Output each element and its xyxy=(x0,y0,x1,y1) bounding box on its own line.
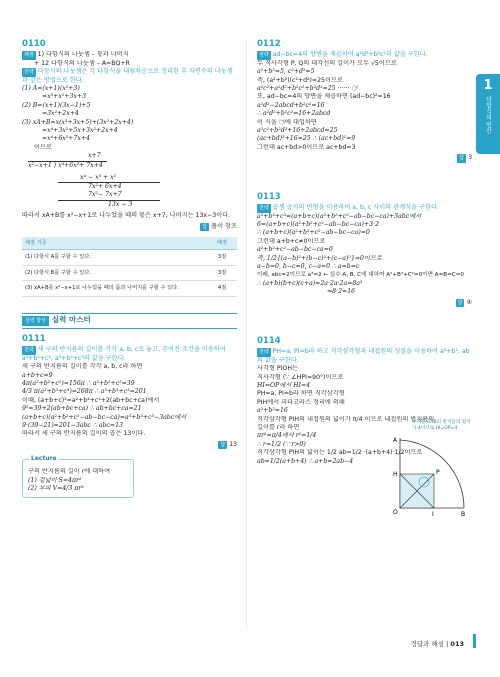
solution-line: 따라서 세 구의 반지름의 길이의 곱은 13이다. xyxy=(22,430,146,438)
tag-label: 채점 xyxy=(24,52,34,59)
strategy-tag: 전략 xyxy=(24,347,34,354)
solution-line: (2) B=(x+1)(3x−1)+5 xyxy=(22,101,91,109)
strategy-tag: 전략 xyxy=(259,52,269,59)
solution-line: ∴ (a+b)(b+c)(c+a)=2a·2a·2a=8a³ xyxy=(257,279,363,287)
table-cell: (3) xA+B를 x²−x+1로 나누었을 때의 몫과 나머지를 구할 수 있다. xyxy=(22,281,207,296)
solution-line: =x⁴+6x²+7x+4 xyxy=(42,135,90,143)
strategy-text: 곱셈 공식의 변형을 이용하여 a, b, c 사이의 관계식을 구한다. xyxy=(272,204,439,212)
solution-line: 즉, (a²+b²)(c²+d²)=25이므로 xyxy=(257,76,343,84)
problem-number: 0112 xyxy=(257,39,281,49)
solution-line: a−b=0, b−c=0, c−a=0 ∴ a=b=c xyxy=(257,262,360,270)
problem-number: 0110 xyxy=(22,39,46,49)
solution-line: 1) 다항식의 나눗셈 – 몫과 나머지 xyxy=(37,51,129,59)
table-header: 채점 기준 xyxy=(22,237,207,250)
solution-line: a+b+c=9 xyxy=(22,371,53,379)
solution-line: + 12 다항식의 나눗셈 – A=BQ+R xyxy=(34,59,130,67)
division-line: x²−x+1 ) x⁴+6x²+ 7x+4 xyxy=(28,161,107,170)
solution-line: ∴ r=1/2 (∵ r>0) xyxy=(257,440,306,448)
problem-number: 0114 xyxy=(257,335,281,346)
solution-line: (3) xA+B=x(x³+3x+5)+(3x²+2x+4) xyxy=(22,118,134,126)
solution-line: 9·(39−21)=201−3abc ∴ abc=13 xyxy=(22,422,123,430)
solution-line: (1) A=(x+1)(x²+3) xyxy=(22,85,80,93)
solution-line: a²+b²=5, c²+d²=5 xyxy=(257,68,315,76)
solution-line: 이 식을 ㉠에 대입하면 xyxy=(257,118,317,126)
label-i: I xyxy=(432,511,434,518)
solution-line: ab=1/2(a+b+4) ∴ a+b=2ab−4 xyxy=(257,457,354,465)
solution-line: (a+b+c)(a²+b²+c²−ab−bc−ca)=a³+b³+c³−3abc에서 xyxy=(22,413,187,421)
sector-figure xyxy=(392,434,468,518)
strategy-text: PH=a, PI=b라 하고 직각삼각형과 내접원의 성질을 이용하여 a²+b², ab의 값을 구한다. xyxy=(257,348,470,364)
chapter-label: 다항식의 연산 xyxy=(484,96,492,134)
solution-line: (ac+bd)²+16=25 ∴ (ac+bd)²=9 xyxy=(257,135,356,143)
solution-line: 세 구의 반지름의 길이를 각각 a, b, c라 하면 xyxy=(22,363,143,371)
solution-line: =x⁴+3x²+5x+3x²+2x+4 xyxy=(42,127,118,135)
footer-label: 정답과 해설 xyxy=(410,640,445,648)
figure-note: 부채꼴 OAB의 반지름의 길이가 4이므로 HI=OP=4 xyxy=(412,420,471,431)
answer: 3 xyxy=(468,154,472,162)
solution-line: ∴ (a+b+c)(a²+b²+c²−ab−bc−ca)=0 xyxy=(257,229,370,237)
section-banner xyxy=(22,313,237,329)
strategy-tag: 전략 xyxy=(259,205,269,212)
solution-line: =x³+x²+3x+3 xyxy=(42,93,87,101)
banner-tag: 실력 향상 xyxy=(22,316,49,326)
table-header: 배점 xyxy=(207,237,237,250)
solution-line: HI=OP에서 HI=4 xyxy=(257,382,311,389)
long-division xyxy=(22,152,237,209)
division-remainder: 13x − 3 xyxy=(108,200,133,208)
solution-line: a²+b²+c²−ab−bc−ca=0 xyxy=(257,246,333,254)
label-b: B xyxy=(461,511,466,518)
strategy-text: 다항식의 나눗셈은 각 다항식을 내림차순으로 정리한 후 자연수의 나눗셈과 같은 방법으로 한다. xyxy=(22,68,233,84)
solution-line: 그런데 ac+bd>0이므로 ac+bd=3 xyxy=(257,143,356,151)
banner-title: 실력 마스터 xyxy=(51,314,91,324)
solution-line: 직사각형 (∵ ∠HPI=90°)이므로 xyxy=(257,373,344,381)
solution-line: 6=(a+b+c)(a²+b²+c²−ab−bc−ca)+3·2 xyxy=(257,220,379,228)
solution-line: a²d²−2abcd+b²c²=16 xyxy=(257,101,325,109)
lecture-line: 구의 반지름의 길이 r에 대하여 xyxy=(28,468,111,476)
solution-line: 4/3 π(a³+b³+c³)=268π ∴ a³+b³+c³=201 xyxy=(22,388,147,396)
chapter-tab[interactable] xyxy=(476,74,500,154)
solution-line: 9²=39+2(ab+bc+ca) ∴ ab+bc+ca=21 xyxy=(22,405,142,413)
solution-line: ∴ a²d²+b²c²=16+2abcd xyxy=(257,110,331,118)
page-footer: 정답과 해설 | 013 xyxy=(410,640,464,648)
conclusion: 따라서 xA+B를 x²−x+1로 나누었을 때의 몫은 x+7, 나머지는 13x−3이다. xyxy=(22,212,231,220)
table-cell: 3점 xyxy=(207,265,237,280)
solution-line: a²c²+a²d²+b²c²+b²d²=25 ······ ㉠ xyxy=(257,85,358,93)
label-a: A xyxy=(393,437,398,444)
lecture-line: (1) 겉넓이 S=4πr² xyxy=(28,476,82,484)
chapter-number: 1 xyxy=(483,78,493,93)
answer-mark-icon: 답 xyxy=(220,441,226,448)
solution-line: πr²=π/4에서 r²=1/4 xyxy=(257,432,317,440)
solution-line: 이때, (a+b+c)²=a²+b²+c²+2(ab+bc+ca)에서 xyxy=(22,396,160,404)
label-o: O xyxy=(393,509,398,516)
strategy-text: ad−bc=4의 양변을 제곱하여 a²d²+b²c²의 값을 구한다. xyxy=(272,51,428,59)
division-line: 7x²− 7x+7 xyxy=(58,191,160,200)
division-line: x⁴ − x³ + x² xyxy=(58,174,160,183)
strategy-tag: 전략 xyxy=(259,349,269,356)
solution-line: 이때, abc=2이므로 a³=2 ← 실수 A, B, C에 대하여 A²+B²+C²=0이면 A=B=C=0 xyxy=(257,272,464,279)
solution-line: 4π(a²+b²+c²)=156π ∴ a²+b²+c²=39 xyxy=(22,380,135,387)
lecture-box xyxy=(22,455,134,498)
solution-line: 길이를 r라 하면 xyxy=(257,424,300,432)
table-cell: 3점 xyxy=(207,250,237,265)
strategy-text: 세 구의 반지름의 길이를 각각 a, b, c로 놓고, 주어진 조건을 이용하여 a²+b²+c², a³+b³+c³의 값을 구한다. xyxy=(22,346,226,362)
column-divider xyxy=(246,40,247,630)
answer: 13 xyxy=(229,440,237,448)
division-quotient: x+7 xyxy=(88,152,101,160)
solution-line: 사각형 PIOH는 xyxy=(257,365,298,373)
lecture-line: (2) 부피 V=4/3 πr³ xyxy=(28,485,84,493)
solution-line: 즉, 1/2{(a−b)²+(b−c)²+(c−a)²}=0이므로 xyxy=(257,254,382,262)
division-line: 7x²+ 6x+4 xyxy=(88,182,122,190)
right-column xyxy=(257,40,472,466)
table-cell: (2) 다항식 B를 구할 수 있다. xyxy=(22,265,207,280)
solution-line: a²+b²=16 xyxy=(257,407,288,415)
answer: ④ xyxy=(466,298,472,306)
table-row xyxy=(22,281,237,296)
solution-line: PH=a, PI=b라 하면 직각삼각형 xyxy=(257,390,345,398)
solution-line: a³+b³+c³=(a+b+c)(a²+b²+c²−ab−bc−ca)+3abc에서 xyxy=(257,212,422,220)
solution-line: =3x²+2x+4 xyxy=(42,110,79,118)
answer: 풀이 참조 xyxy=(211,222,237,230)
solution-line: 또, ad−bc=4의 양변을 제곱하면 (ad−bc)²=16 xyxy=(257,93,391,101)
answer-mark-icon: 답 xyxy=(457,299,463,306)
solution-line: 그런데 a+b+c≠0이므로 xyxy=(257,237,326,245)
solution-line: =8·2=16 xyxy=(327,288,356,296)
lecture-title: Lecture xyxy=(31,455,57,463)
answer-mark-icon: 답 xyxy=(459,155,465,162)
solution-line: a²c²+b²d²+16+2abcd=25 xyxy=(257,127,338,135)
footer-bar xyxy=(473,634,476,648)
solution-line: 두 직사각형 P, Q의 대각선의 길이가 모두 √5이므로 xyxy=(257,59,397,67)
solution-line: 이므로 xyxy=(34,143,52,151)
answer-mark-icon: 답 xyxy=(202,223,208,230)
table-cell: (1) 다항식 A를 구할 수 있다. xyxy=(22,250,207,265)
strategy-tag: 전략 xyxy=(24,69,34,76)
scoring-table xyxy=(22,237,237,297)
solution-line: 직각삼각형 PIH의 내접원의 넓이가 π/4 이므로 내접원의 반지름의 xyxy=(257,415,435,423)
table-cell: 4점 xyxy=(207,281,237,296)
solution-line: 직각삼각형 PIH의 넓이는 1/2 ab=1/2 ·(a+b+4)·1/2이므로 xyxy=(257,449,423,457)
left-column xyxy=(22,40,237,498)
table-row xyxy=(22,265,237,280)
problem-number: 0113 xyxy=(257,191,281,202)
label-h: H xyxy=(393,471,398,478)
table-row xyxy=(22,250,237,265)
page-number: 013 xyxy=(450,640,464,648)
problem-number: 0111 xyxy=(22,333,46,344)
solution-line: PIH에서 피타고라스 정리에 의해 xyxy=(257,398,345,406)
label-p: P xyxy=(436,469,440,476)
